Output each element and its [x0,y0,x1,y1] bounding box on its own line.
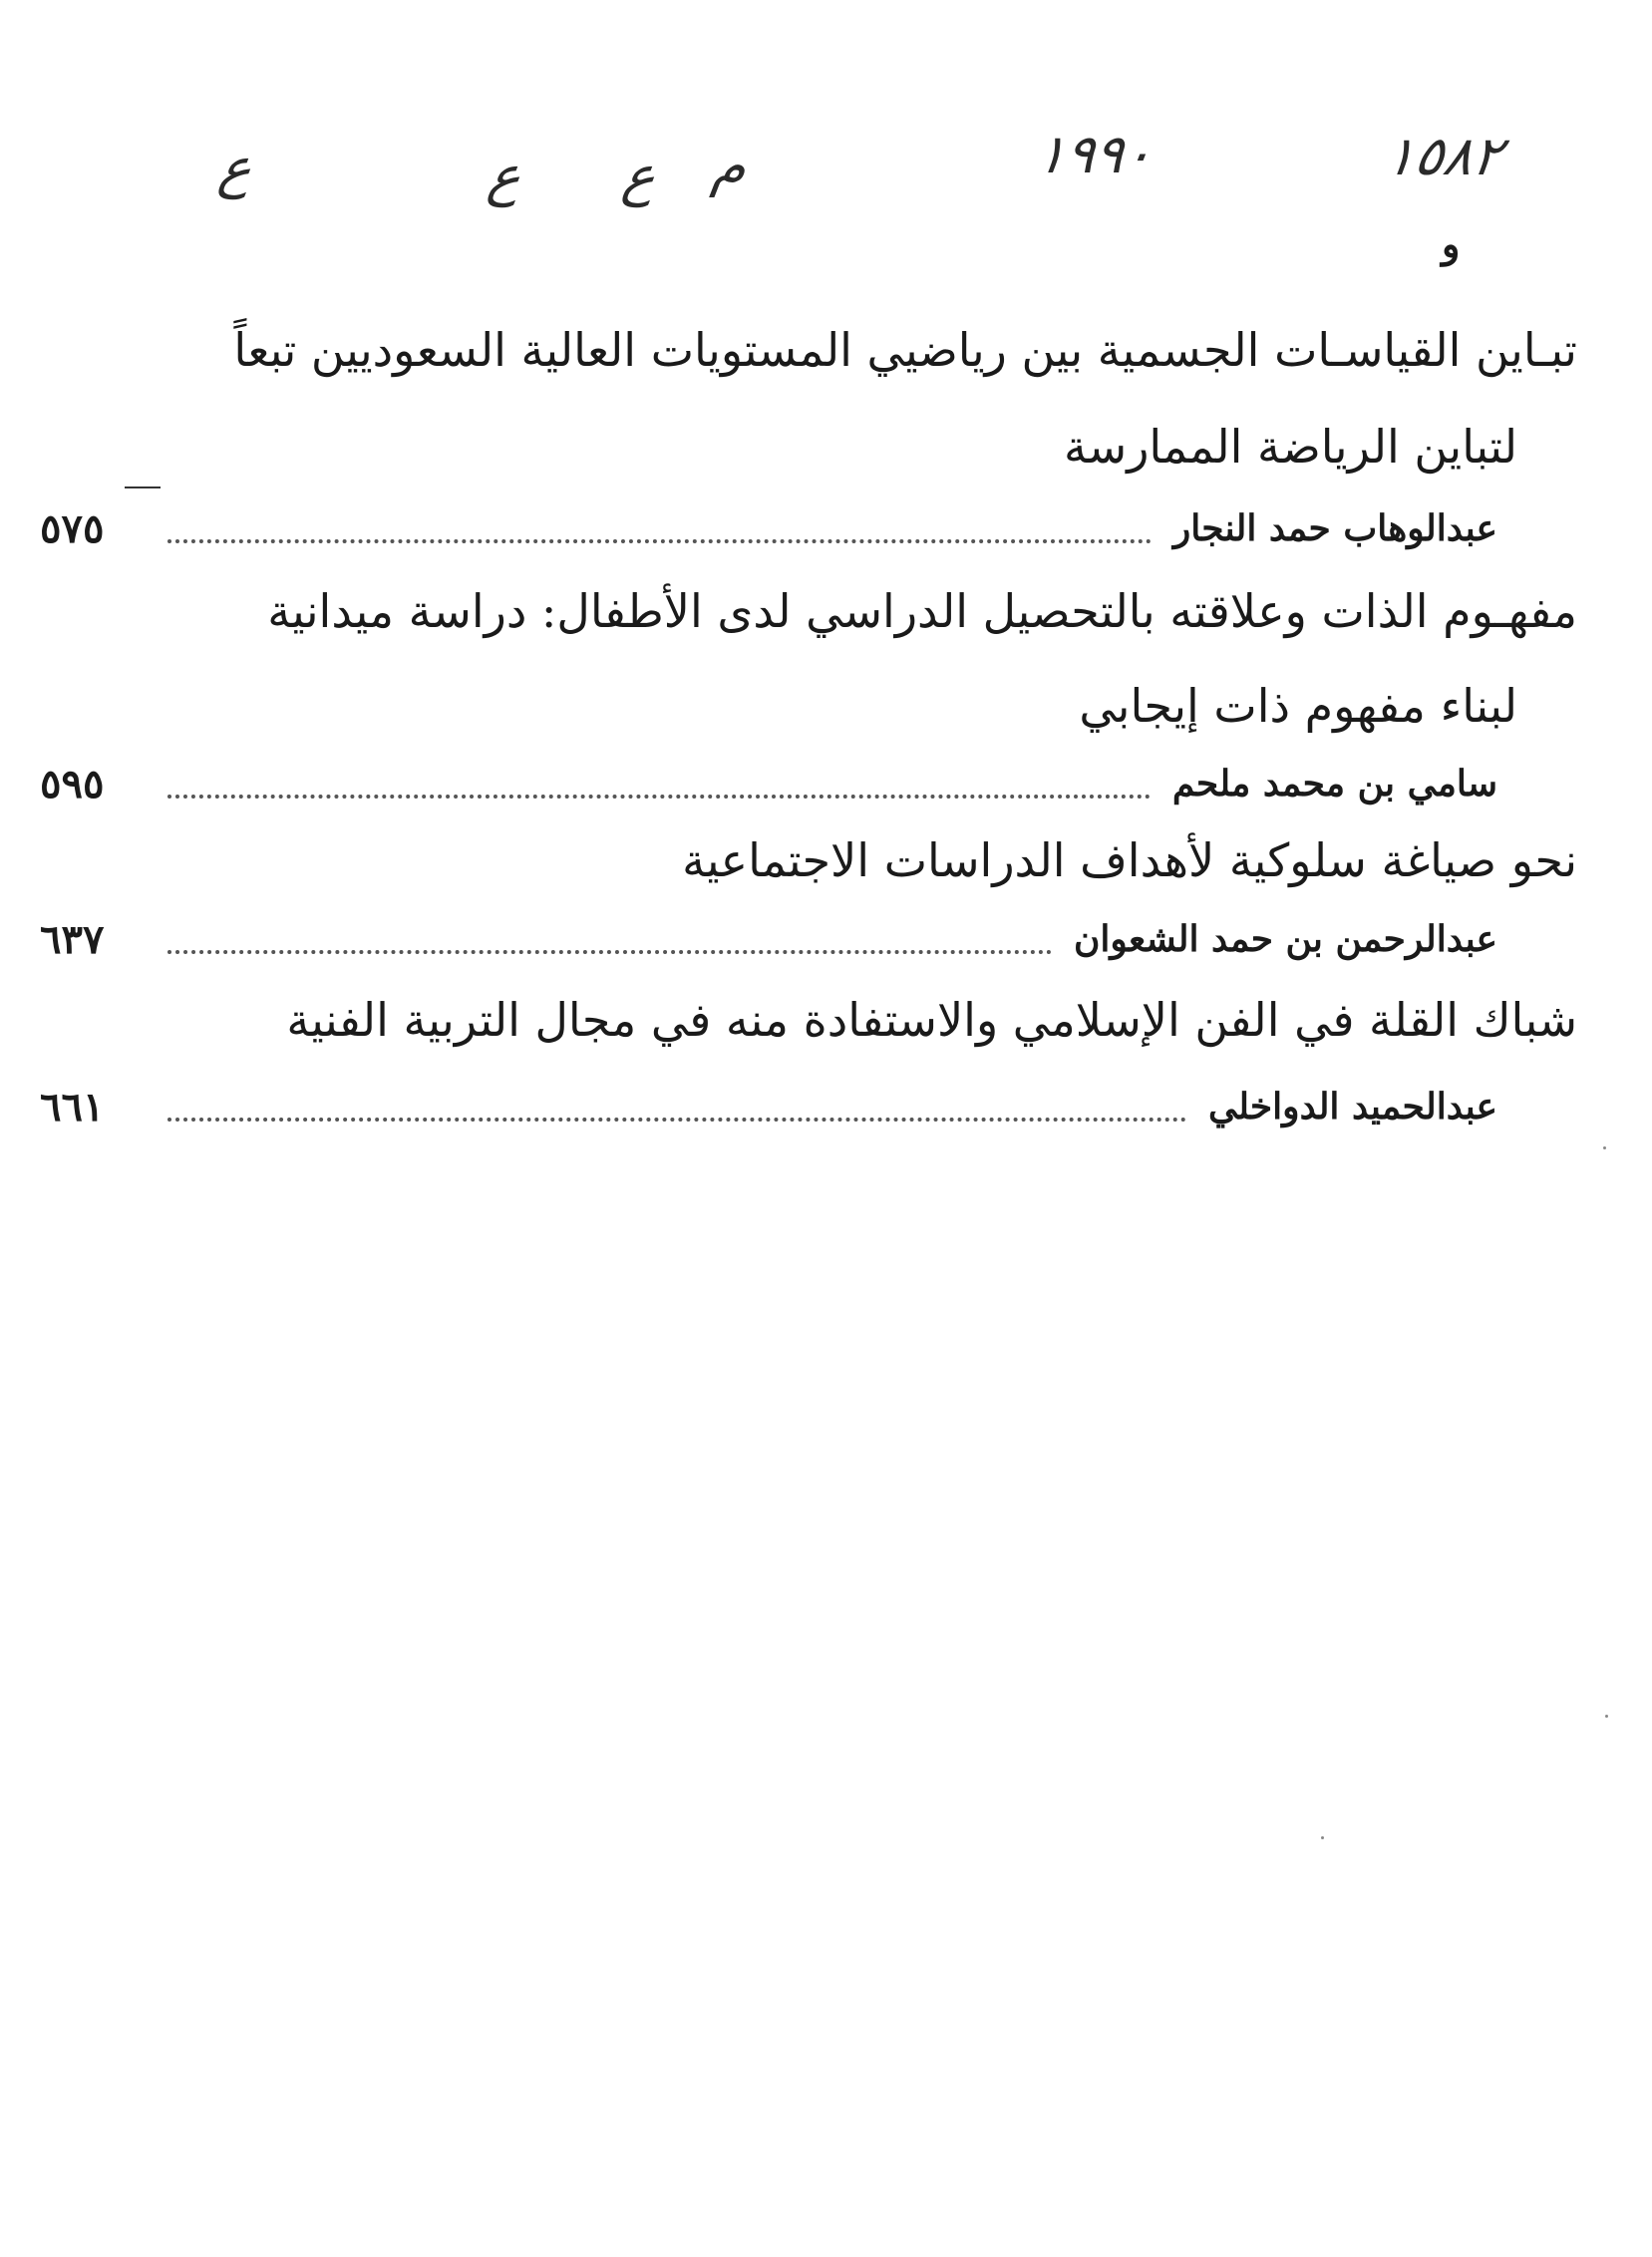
leader-dots [167,537,1152,543]
handwritten-mark: ع [618,145,660,207]
entry-author: عبدالحميد الدواخلي [1208,1086,1497,1128]
entry-title-continued: لبناء مفهوم ذات إيجابي [1079,679,1517,733]
entry-title: مفهـوم الذات وعلاقته بالتحصيل الدراسي لدى الأطفال: دراسة ميدانية [267,584,1577,638]
entry-page-number: ٥٧٥ [40,504,105,552]
handwritten-mark: م [708,135,751,197]
page-number-overline [125,486,161,488]
leader-dots [167,948,1052,954]
author-row [40,1077,1497,1136]
handwritten-mark: ع [484,145,525,207]
entry-title: تبـاين القياسـات الجسمية بين رياضيي المستويات العالية السعوديين تبعاً [233,323,1577,377]
page-letter: و [1442,221,1461,266]
entry-page-number: ٦٣٧ [40,915,105,963]
entry-page-number: ٥٩٥ [40,760,105,807]
scan-speck [1321,1836,1324,1839]
scan-speck [1605,1715,1608,1718]
handwritten-year: ١٩٩٠ [1032,123,1157,185]
author-row [40,909,1497,969]
entry-title-continued: لتباين الرياضة الممارسة [1064,420,1517,474]
author-row [40,498,1497,558]
handwritten-mark: ع [214,137,256,199]
scan-speck [1603,1146,1606,1149]
author-row [40,754,1497,813]
entry-page-number: ٦٦١ [40,1083,105,1130]
entry-author: عبدالرحمن بن حمد الشعوان [1073,918,1497,960]
entry-title: نحو صياغة سلوكية لأهداف الدراسات الاجتماعية [682,833,1577,887]
leader-dots [167,793,1151,799]
entry-author: سامي بن محمد ملحم [1171,763,1497,805]
entry-title: شباك القلة في الفن الإسلامي والاستفادة منه في مجال التربية الفنية [286,993,1577,1047]
handwritten-number: ١٥٨٢ [1381,125,1506,187]
entry-author: عبدالوهاب حمد النجار [1172,507,1497,549]
leader-dots [167,1116,1186,1122]
